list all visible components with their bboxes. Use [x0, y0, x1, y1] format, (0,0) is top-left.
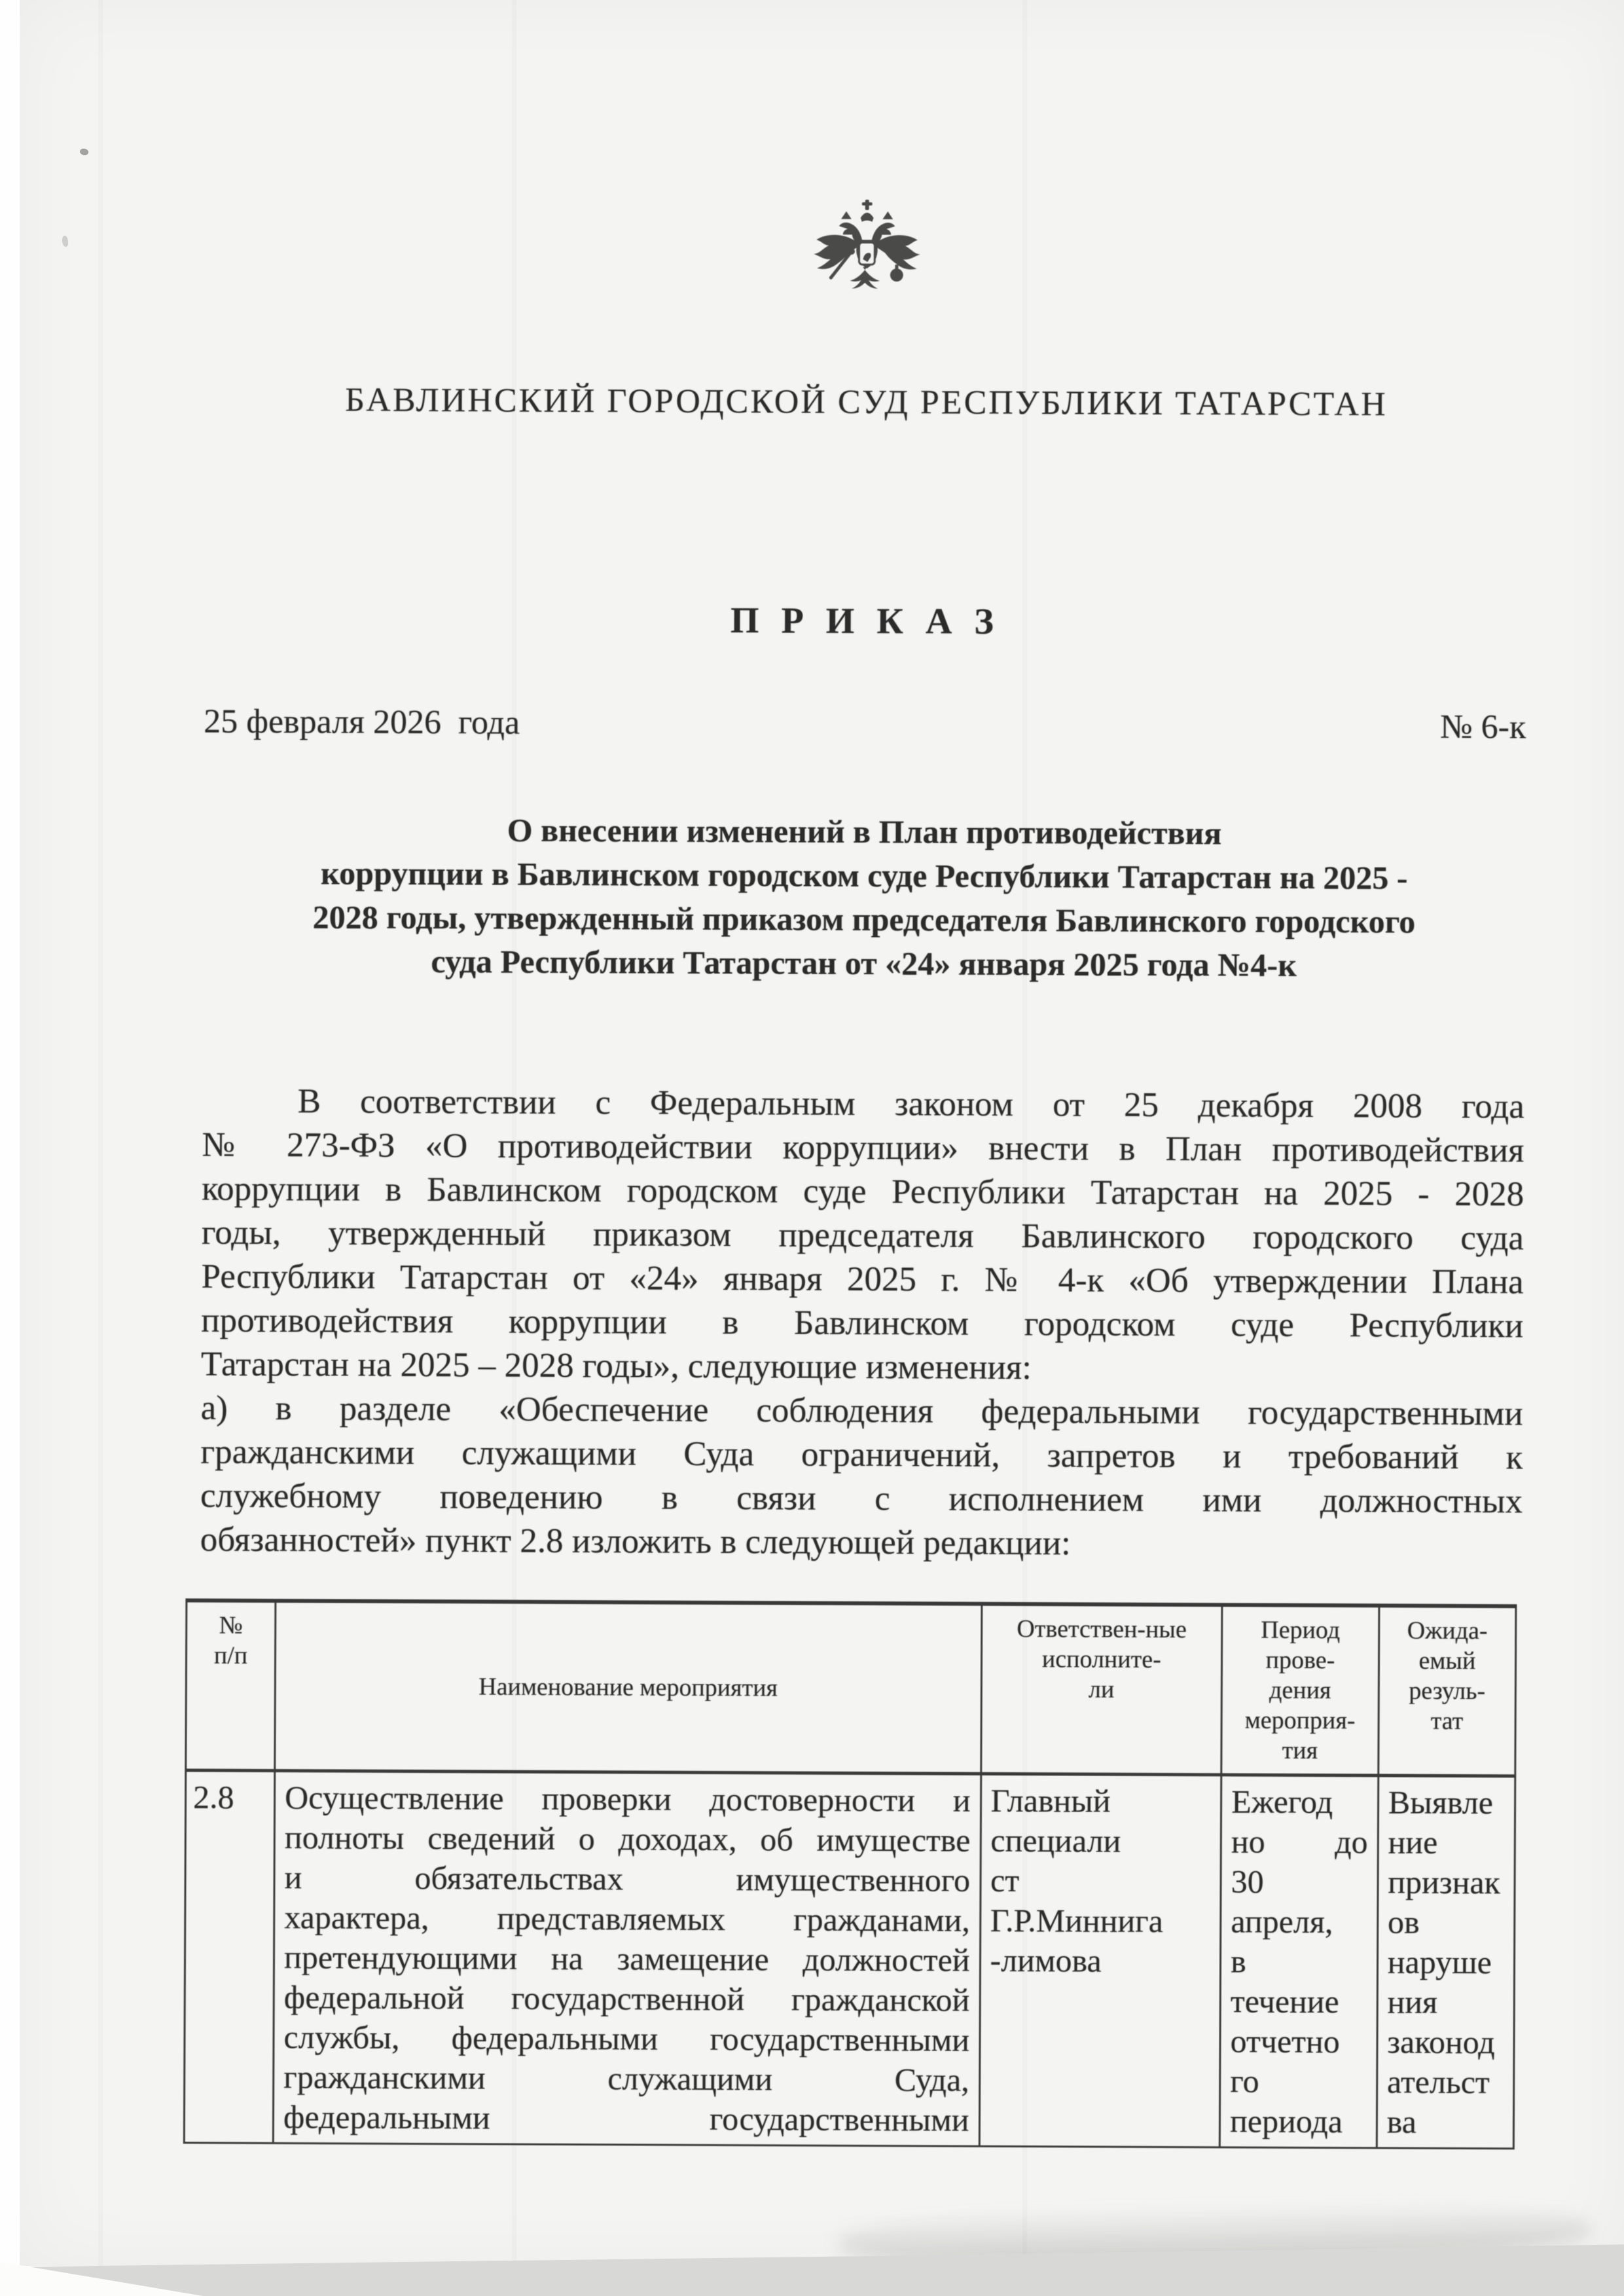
body-line: коррупции в Бавлинском городском суде Республики Татарстан на 2025 - 2028: [202, 1169, 1525, 1214]
body-line: Республики Татарстан от «24» января 2025 г. № 4-к «Об утверждении Плана: [201, 1257, 1524, 1302]
table-row-2-8: [184, 1770, 1515, 2149]
body-line: Татарстан на 2025 – 2028 годы», следующие изменения:: [200, 1345, 1032, 1387]
document-content: [192, 0, 1529, 2149]
document-type-title: П Р И К А З: [730, 600, 1001, 642]
court-name: БАВЛИНСКИЙ ГОРОДСКОЙ СУД РЕСПУБЛИКИ ТАТАРСТАН: [345, 381, 1388, 424]
document-date: 25 февраля 2026 года: [204, 702, 520, 742]
double-headed-eagle-icon: [801, 200, 933, 343]
col-header-result: Ожида- емый резуль- тат: [1379, 1605, 1516, 1776]
subject-line: 2028 годы, утвержденный приказом председателя Бавлинского городского: [312, 898, 1416, 940]
body-line: а) в разделе «Обеспечение соблюдения федеральными государственными: [200, 1389, 1523, 1433]
body-line: гражданскими служащими Суда ограничений, запретов и требований к: [200, 1432, 1523, 1477]
coat-of-arms-emblem: [801, 200, 933, 343]
body-line: годы, утвержденный приказом председателя Бавлинского городского суда: [201, 1213, 1524, 1258]
body-line: противодействия коррупции в Бавлинском городском суде Республики: [201, 1301, 1524, 1345]
table-header-row: [186, 1600, 1516, 1776]
body-line: служебному поведению в связи с исполнением ими должностных: [200, 1476, 1523, 1521]
cell-item-number: 2.8: [184, 1770, 275, 2143]
subject-heading: [203, 807, 1526, 989]
date-and-number-row: [204, 702, 1526, 748]
cell-result: Выявле ние признак ов наруше ния законод ательст ва: [1377, 1776, 1515, 2149]
cell-executors: Главный специали ст Г.Р.Миннига -лимова: [979, 1774, 1221, 2147]
col-header-activity: Наименование мероприятия: [275, 1601, 982, 1774]
body-paragraph: [200, 1080, 1525, 1568]
col-header-period: Период прове- дения мероприя- тия: [1221, 1605, 1379, 1776]
measures-table: [183, 1598, 1517, 2149]
cell-period: Ежегод но до 30 апреля, в течение отчетно го периода: [1219, 1775, 1378, 2148]
col-header-number: № п/п: [186, 1600, 276, 1770]
body-line: обязанностей» пункт 2.8 изложить в следующей редакции:: [200, 1520, 1071, 1563]
scan-left-edge: [0, 0, 21, 2296]
subject-line: суда Республики Татарстан от «24» января 2025 года №4-к: [431, 943, 1297, 983]
document-number: № 6-к: [1439, 708, 1526, 746]
cell-activity: Осуществление проверки достоверности и полноты сведений о доходах, об имуществе и обязательствах имущественного характера, представляемых гражданами, претендующими на замещение должностей федеральной государственной гражданской службы, федеральными государственными гражданскими служащими Суда, федеральными государственными: [273, 1771, 981, 2147]
subject-line: О внесении изменений в План противодействия: [507, 811, 1222, 852]
scanner-streak: [98, 0, 103, 2266]
body-line: В соответствии с Федеральным законом от 25 декабря 2008 года: [297, 1082, 1525, 1126]
body-line: № 273-ФЗ «О противодействии коррупции» внести в План противодействия: [202, 1125, 1525, 1170]
col-header-executors: Ответствен-ные исполните- ли: [981, 1604, 1222, 1775]
subject-line: коррупции в Бавлинском городском суде Республики Татарстан на 2025 -: [320, 854, 1408, 896]
